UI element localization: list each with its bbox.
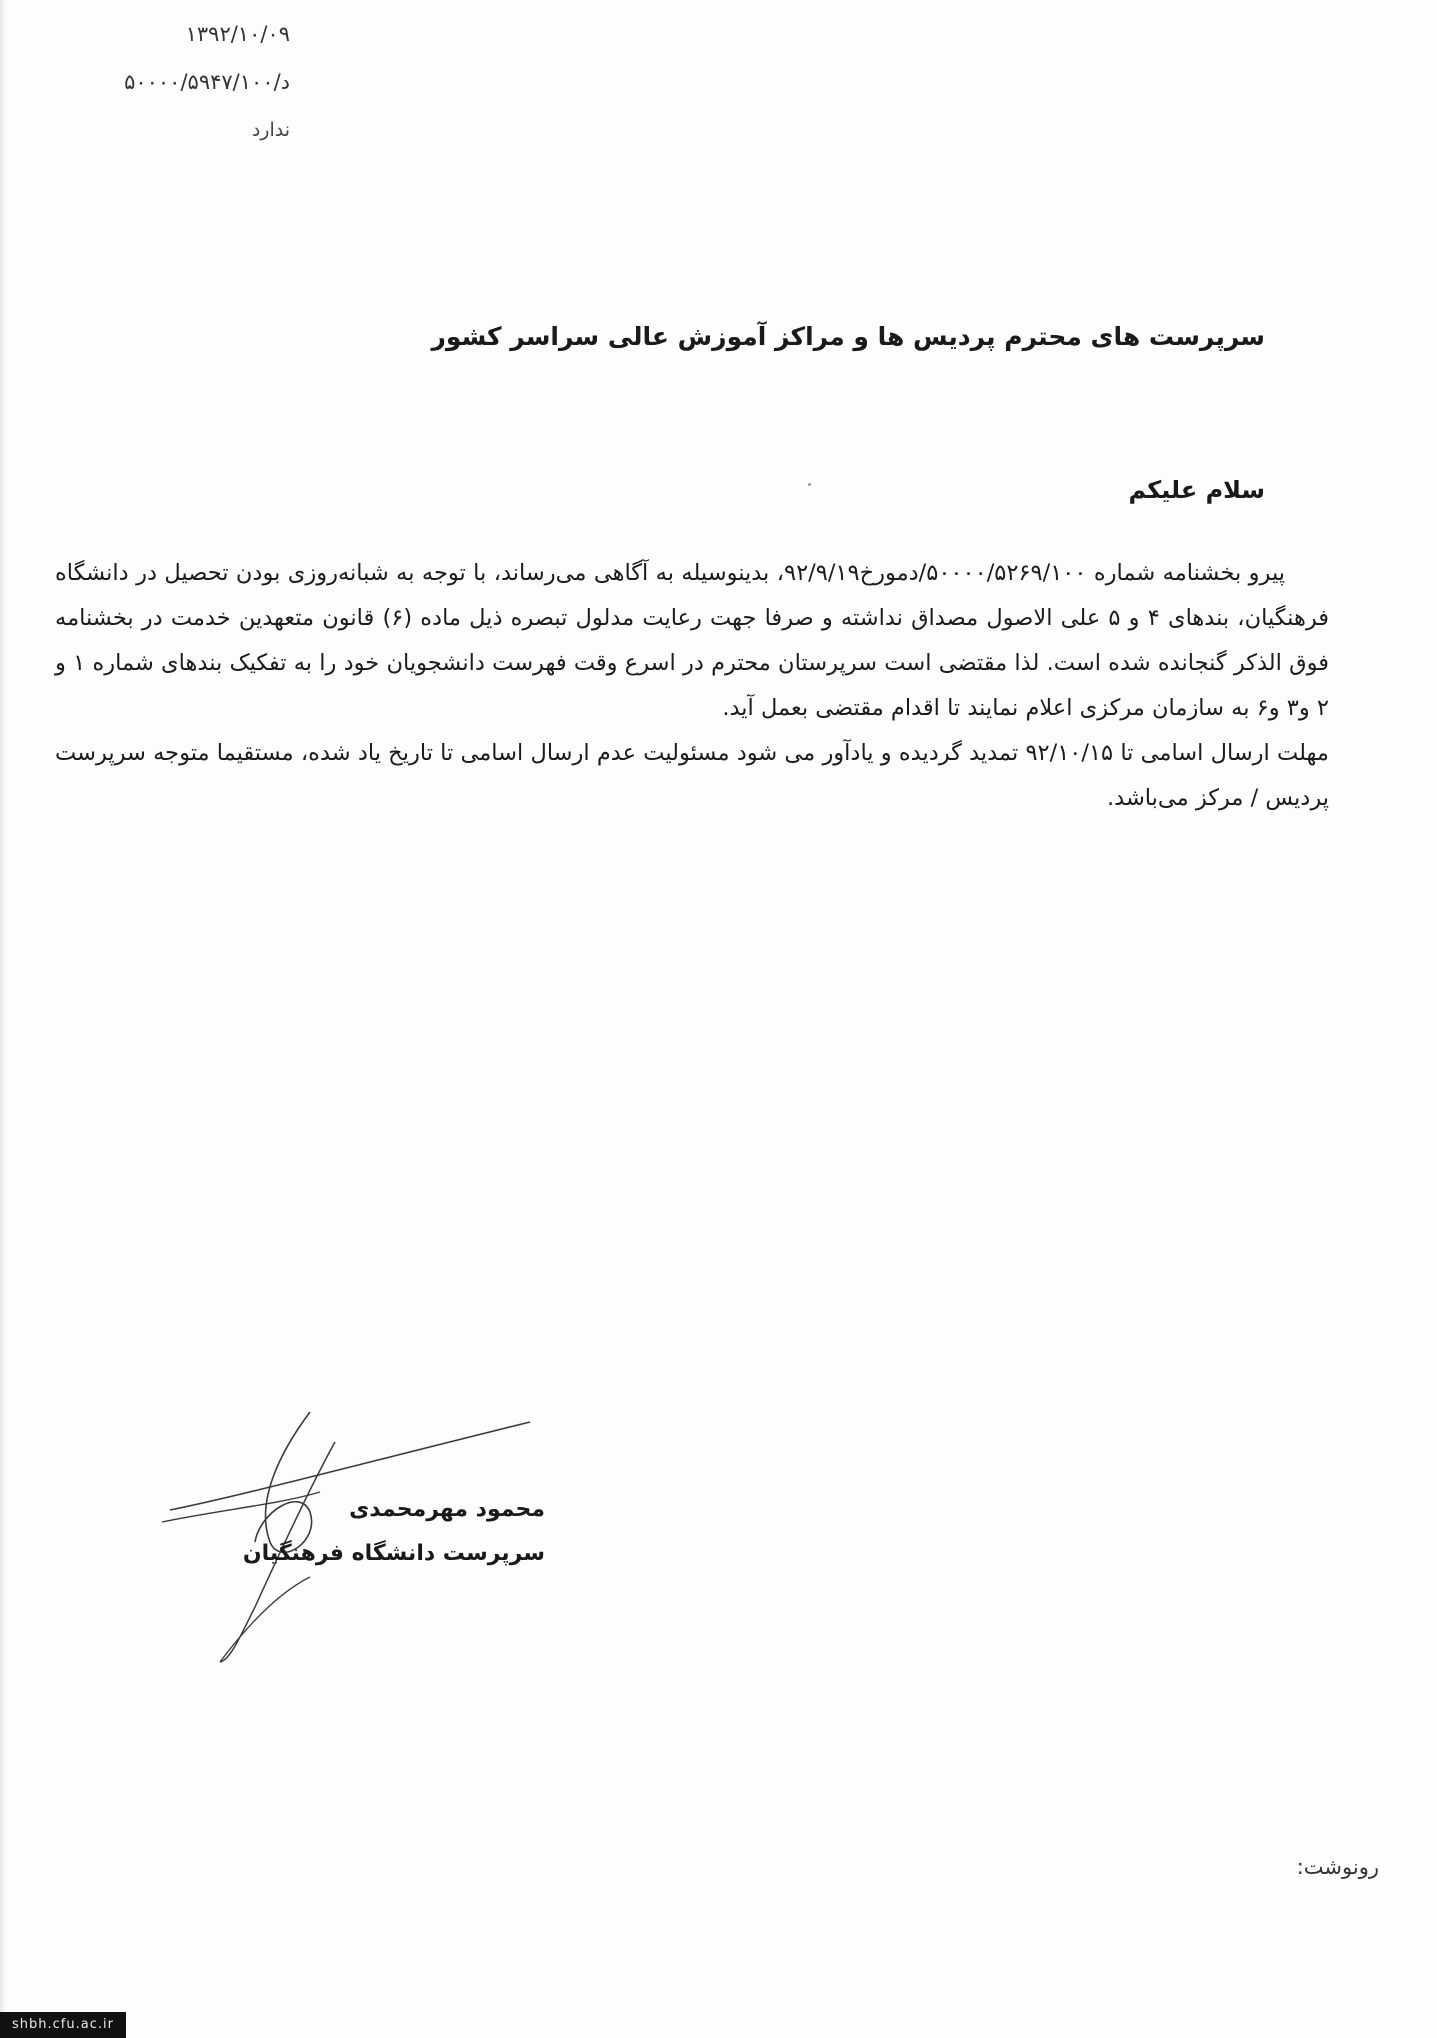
letter-body xyxy=(55,551,1329,821)
signature-block xyxy=(165,1488,545,1576)
letter-number: ۵۰۰۰۰/۵۹۴۷/۱۰۰/د xyxy=(124,70,290,94)
site-watermark: shbh.cfu.ac.ir xyxy=(0,2012,126,2038)
scan-speck xyxy=(808,483,811,486)
letter-date: ۱۳۹۲/۱۰/۰۹ xyxy=(185,22,290,46)
body-paragraph-1: پیرو بخشنامه شماره ۵۰۰۰۰/۵۲۶۹/۱۰۰/دمورخ۹۲/۹/۱۹، بدینوسیله به آگاهی می‌رساند، با توجه به شبانه‌روزی بودن تحصیل در دانشگاه فرهنگیان، بندهای ۴ و ۵ علی الاصول مصداق نداشته و صرفا جهت رعایت مدلول تبصره ذیل ماده (۶) قانون متعهدین خدمت در بخشنامه فوق الذکر گنجانده شده است. لذا مقتضی است سرپرستان محترم در اسرع وقت فهرست دانشجویان خود را به تفکیک بندهای شماره ۱ و ۲ و۳ و۶ به سازمان مرکزی اعلام نمایند تا اقدام مقتضی بعمل آید. xyxy=(55,560,1329,721)
letter-recipient: سرپرست های محترم پردیس ها و مراکز آموزش عالی سراسر کشور xyxy=(431,322,1265,351)
body-paragraph-2: مهلت ارسال اسامی تا ۹۲/۱۰/۱۵ تمدید گردیده و یادآور می شود مسئولیت عدم ارسال اسامی تا تاریخ یاد شده، مستقیما متوجه سرپرست پردیس / مرکز می‌باشد. xyxy=(55,740,1329,811)
letter-greeting: سلام علیکم xyxy=(1128,476,1265,504)
cc-label: رونوشت: xyxy=(1296,1855,1379,1879)
letter-meta xyxy=(120,10,290,154)
signatory-title: سرپرست دانشگاه فرهنگیان xyxy=(242,1541,545,1566)
letter-attachment: ندارد xyxy=(251,119,290,141)
signatory-name: محمود مهرمحمدی xyxy=(349,1497,545,1522)
